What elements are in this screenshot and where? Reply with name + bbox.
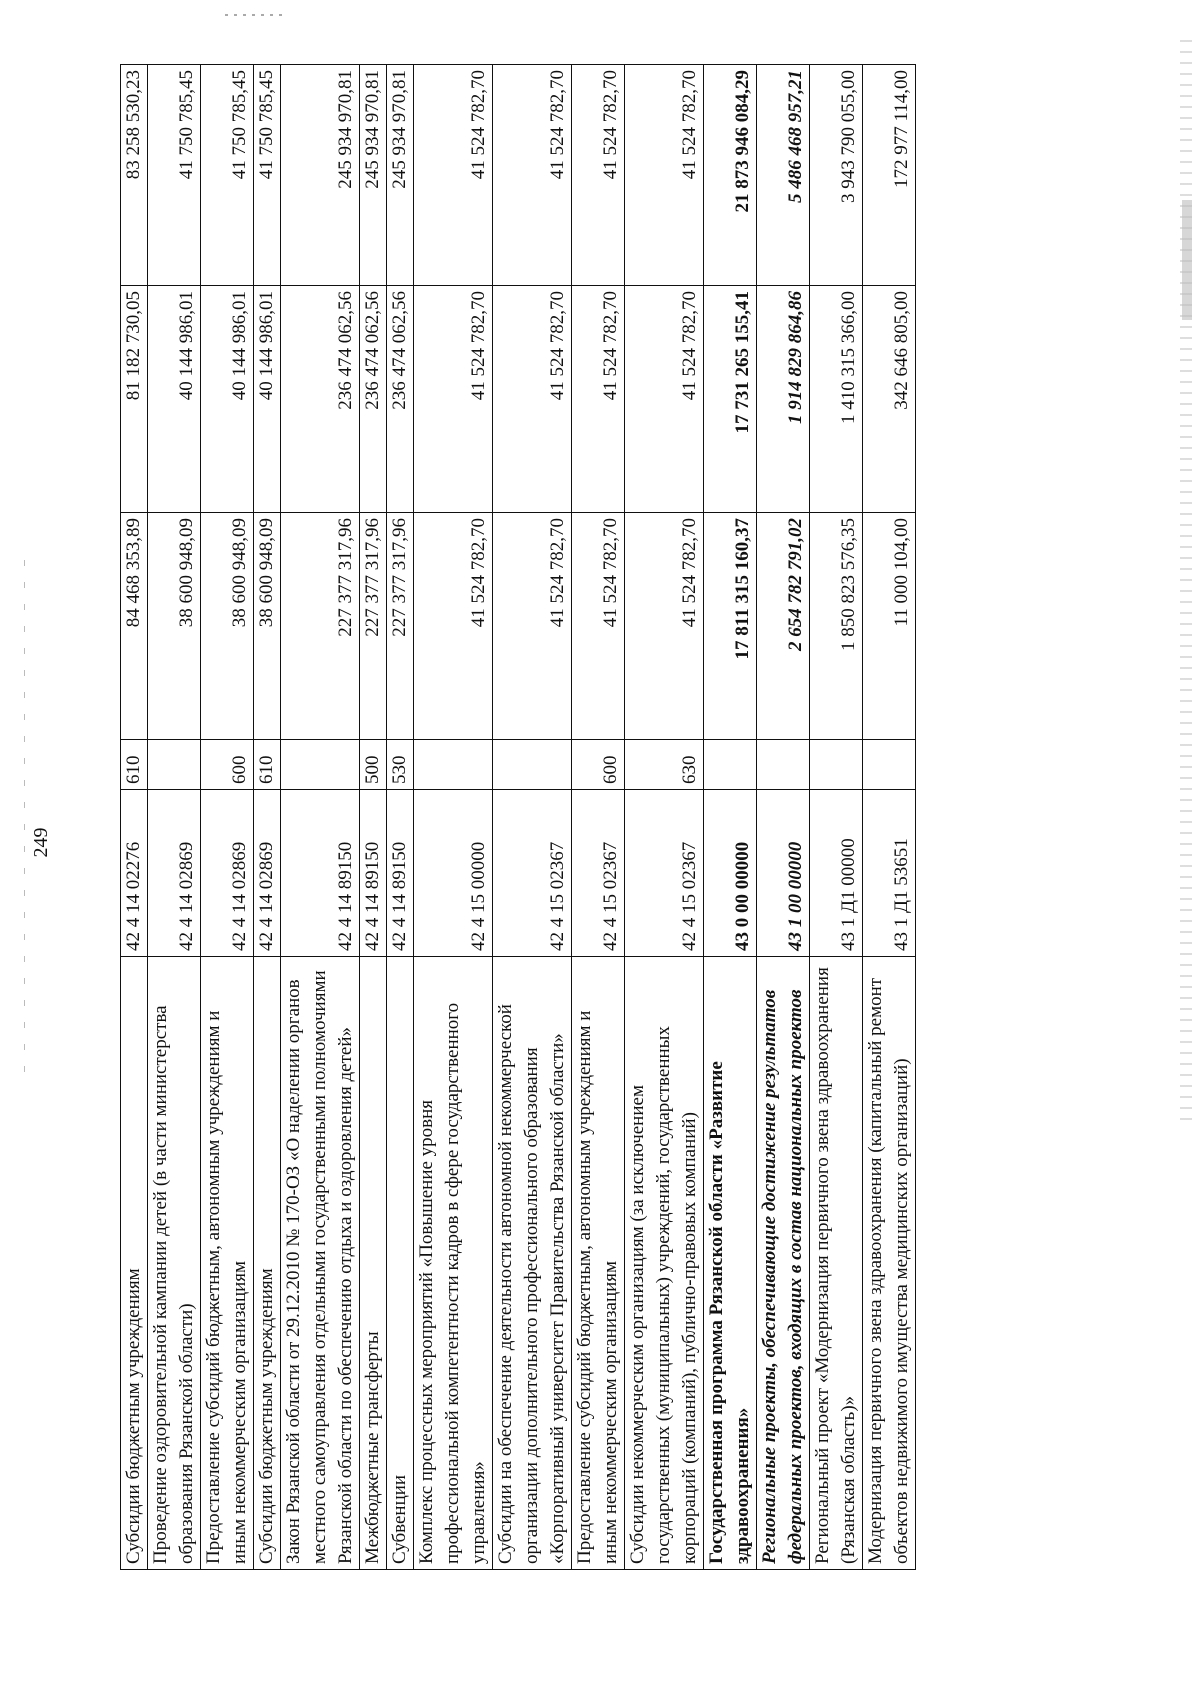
row-code-cell: 42 4 15 02367 [572,790,625,957]
row-code-cell: 42 4 14 02869 [201,790,254,957]
row-value-2-cell: 41 524 782,70 [625,286,704,513]
row-code-cell: 42 4 14 89150 [387,790,414,957]
row-value-3-cell: 41 524 782,70 [493,65,572,286]
row-code-cell: 43 1 Д1 53651 [863,790,916,957]
table-row [572,65,625,1570]
row-code-cell: 42 4 15 02367 [493,790,572,957]
row-value-3-cell: 245 934 970,81 [281,65,360,286]
row-value-1-cell: 84 468 353,89 [121,513,148,740]
row-name-cell: Субсидии бюджетным учреждениям [121,957,148,1570]
row-value-3-cell: 41 524 782,70 [625,65,704,286]
row-vr-cell: 630 [625,740,704,790]
row-value-1-cell: 41 524 782,70 [625,513,704,740]
page-number: 249 [30,827,52,858]
row-value-1-cell: 41 524 782,70 [493,513,572,740]
row-vr-cell [414,740,493,790]
row-value-3-cell: 245 934 970,81 [360,65,387,286]
row-value-2-cell: 236 474 062,56 [360,286,387,513]
row-value-2-cell: 81 182 730,05 [121,286,148,513]
row-value-2-cell: 40 144 986,01 [148,286,201,513]
row-vr-cell: 600 [201,740,254,790]
table-row [863,65,916,1570]
row-value-3-cell: 41 750 785,45 [201,65,254,286]
table-row [281,65,360,1570]
row-value-3-cell: 245 934 970,81 [387,65,414,286]
row-name-cell: Межбюджетные трансферты [360,957,387,1570]
row-code-cell: 43 1 Д1 00000 [810,790,863,957]
row-value-1-cell: 41 524 782,70 [572,513,625,740]
row-value-1-cell: 227 377 317,96 [281,513,360,740]
row-value-1-cell: 38 600 948,09 [148,513,201,740]
row-name-cell: Субсидии некоммерческим организациям (за исключением государственных (муниципальных) учреждений, государственных корпораций (компаний), публично-правовых компаний) [625,957,704,1570]
row-code-cell: 42 4 15 02367 [625,790,704,957]
row-value-2-cell: 1 410 315 366,00 [810,286,863,513]
row-value-2-cell: 17 731 265 155,41 [704,286,757,513]
row-value-3-cell: 3 943 790 055,00 [810,65,863,286]
row-name-cell: Региональные проекты, обеспечивающие достижение результатов федеральных проектов, входящих в состав национальных проектов [757,957,810,1570]
row-value-1-cell: 17 811 315 160,37 [704,513,757,740]
row-code-cell: 42 4 14 89150 [360,790,387,957]
row-code-cell: 42 4 15 00000 [414,790,493,957]
table-row [625,65,704,1570]
row-vr-cell: 500 [360,740,387,790]
row-code-cell: 42 4 14 02869 [254,790,281,957]
rotated-page [30,70,1070,1570]
table-row [254,65,281,1570]
row-vr-cell [281,740,360,790]
row-value-1-cell: 227 377 317,96 [387,513,414,740]
row-name-cell: Комплекс процессных мероприятий «Повышение уровня профессиональной компетентности кадров в сфере государственного управления» [414,957,493,1570]
row-vr-cell [810,740,863,790]
row-code-cell: 43 1 00 00000 [757,790,810,957]
row-name-cell: Субсидии на обеспечение деятельности автономной некоммерческой организации дополнительного профессионального образования «Корпоративный университет Правительства Рязанской области» [493,957,572,1570]
row-value-1-cell: 11 000 104,00 [863,513,916,740]
row-value-3-cell: 172 977 114,00 [863,65,916,286]
row-name-cell: Закон Рязанской области от 29.12.2010 № 170-ОЗ «О наделении органов местного самоуправления отдельными государственными полномочиями Рязанской области по обеспечению отдыха и оздоровления детей» [281,957,360,1570]
table-row [414,65,493,1570]
row-vr-cell [493,740,572,790]
row-value-2-cell: 342 646 805,00 [863,286,916,513]
budget-table [120,64,916,1570]
scan-artifact-right-block [1182,200,1192,320]
table-row [148,65,201,1570]
row-value-2-cell: 236 474 062,56 [387,286,414,513]
row-vr-cell [148,740,201,790]
row-name-cell: Предоставление субсидий бюджетным, автономным учреждениям и иным некоммерческим организациям [201,957,254,1570]
table-row [360,65,387,1570]
row-value-3-cell: 21 873 946 084,29 [704,65,757,286]
row-name-cell: Модернизация первичного звена здравоохранения (капитальный ремонт объектов недвижимого имущества медицинских организаций) [863,957,916,1570]
row-value-3-cell: 41 750 785,45 [254,65,281,286]
row-name-cell: Субвенции [387,957,414,1570]
row-vr-cell: 600 [572,740,625,790]
table-row [493,65,572,1570]
row-value-2-cell: 1 914 829 864,86 [757,286,810,513]
row-vr-cell: 610 [121,740,148,790]
row-name-cell: Государственная программа Рязанской области «Развитие здравоохранения» [704,957,757,1570]
row-value-1-cell: 38 600 948,09 [254,513,281,740]
scan-artifact-left [24,560,25,1080]
row-value-3-cell: 5 486 468 957,21 [757,65,810,286]
table-row [704,65,757,1570]
row-value-3-cell: 41 524 782,70 [572,65,625,286]
row-name-cell: Проведение оздоровительной кампании детей (в части министерства образования Рязанской области) [148,957,201,1570]
row-name-cell: Предоставление субсидий бюджетным, автономным учреждениям и иным некоммерческим организациям [572,957,625,1570]
row-value-2-cell: 40 144 986,01 [254,286,281,513]
table-row [757,65,810,1570]
row-value-2-cell: 41 524 782,70 [493,286,572,513]
table-row [201,65,254,1570]
row-value-1-cell: 38 600 948,09 [201,513,254,740]
budget-table-body [121,65,916,1570]
row-value-1-cell: 1 850 823 576,35 [810,513,863,740]
row-code-cell: 42 4 14 02276 [121,790,148,957]
row-value-1-cell: 41 524 782,70 [414,513,493,740]
row-code-cell: 42 4 14 89150 [281,790,360,957]
table-row [810,65,863,1570]
row-value-2-cell: 41 524 782,70 [414,286,493,513]
row-value-1-cell: 2 654 782 791,02 [757,513,810,740]
table-row [121,65,148,1570]
row-name-cell: Региональный проект «Модернизация первичного звена здравоохранения (Рязанская область)» [810,957,863,1570]
row-code-cell: 43 0 00 00000 [704,790,757,957]
row-value-2-cell: 40 144 986,01 [201,286,254,513]
row-value-1-cell: 227 377 317,96 [360,513,387,740]
table-row [387,65,414,1570]
row-value-2-cell: 236 474 062,56 [281,286,360,513]
row-code-cell: 42 4 14 02869 [148,790,201,957]
row-vr-cell [757,740,810,790]
row-vr-cell [863,740,916,790]
row-value-3-cell: 83 258 530,23 [121,65,148,286]
row-vr-cell [704,740,757,790]
row-value-2-cell: 41 524 782,70 [572,286,625,513]
row-value-3-cell: 41 750 785,45 [148,65,201,286]
row-vr-cell: 530 [387,740,414,790]
scan-artifact-top [225,14,285,16]
row-vr-cell: 610 [254,740,281,790]
row-name-cell: Субсидии бюджетным учреждениям [254,957,281,1570]
row-value-3-cell: 41 524 782,70 [414,65,493,286]
